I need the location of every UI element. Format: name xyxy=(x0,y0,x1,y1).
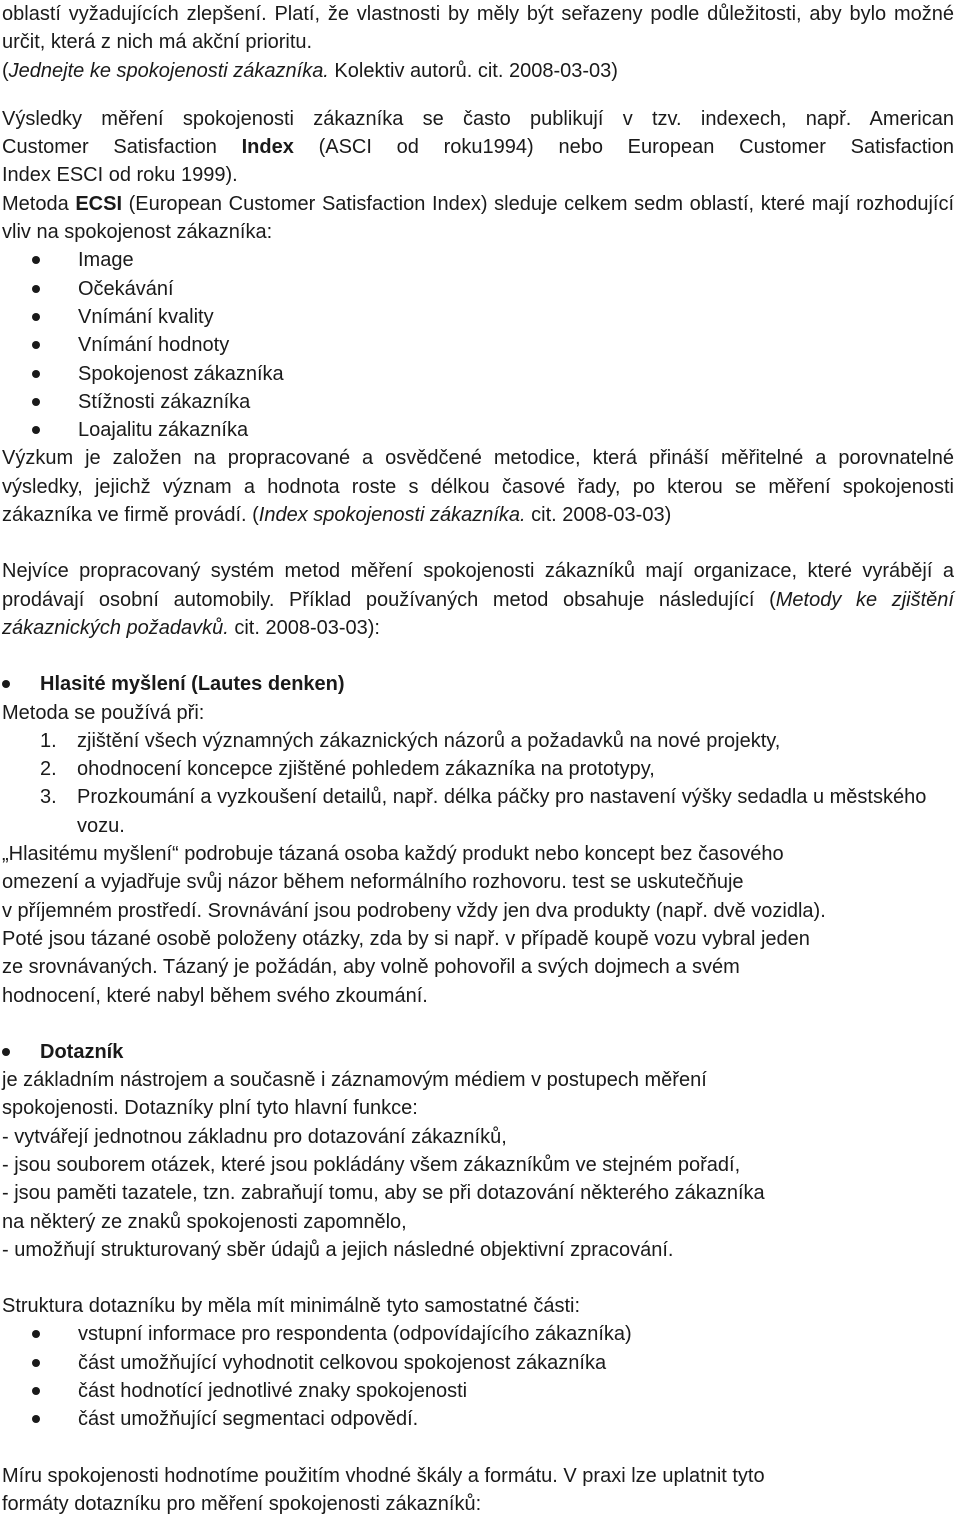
paragraph-ecsi xyxy=(2,190,954,247)
spacer xyxy=(2,1010,954,1038)
list-number: 1. xyxy=(40,729,57,752)
spacer xyxy=(2,1434,954,1462)
structure-list xyxy=(2,1320,954,1433)
think-aloud-line: ze srovnávaných. Tázaný je požádán, aby volně pohovořil a svých dojmech a svém xyxy=(2,956,740,979)
think-aloud-line: omezení a vyjadřuje svůj názor během neformálního rozhovoru. test se uskutečňuje xyxy=(2,871,744,894)
indexes-line-2 xyxy=(2,133,954,161)
ecsi-text-a: Metoda xyxy=(2,192,76,215)
ecsi-bold: ECSI xyxy=(75,192,123,215)
indexes-line-2b: (ASCI od roku1994) nebo European Customer Satisfaction xyxy=(293,136,954,159)
list-item xyxy=(40,755,954,783)
think-aloud-intro: Metoda se používá při: xyxy=(2,701,205,724)
automotive-cite-title: Metody ke zjištění zákaznických požadavků. xyxy=(2,588,954,639)
list-item: Vnímání kvality xyxy=(32,303,954,331)
research-cite-rest: cit. 2008-03-03) xyxy=(525,504,672,527)
closing-line: Míru spokojenosti hodnotíme použitím vhodné škály a formátu. V praxi lze uplatnit tyto xyxy=(2,1464,765,1487)
list-item xyxy=(40,783,954,840)
list-number: 2. xyxy=(40,758,57,781)
automotive-cite-rest: cit. 2008-03-03): xyxy=(228,616,380,639)
section-heading-think-aloud: Hlasité myšlení (Lautes denken) xyxy=(2,670,954,698)
spacer xyxy=(2,85,954,105)
cite-title: Jednejte ke spokojenosti zákazníka. xyxy=(8,59,329,82)
list-item: Spokojenost zákazníka xyxy=(32,360,954,388)
list-item: Image xyxy=(32,246,954,274)
indexes-line-2a: Customer Satisfaction xyxy=(2,136,242,159)
ecsi-list xyxy=(2,246,954,444)
spacer xyxy=(2,529,954,557)
think-aloud-line: hodnocení, které nabyl během svého zkoumání. xyxy=(2,984,428,1007)
indexes-line-1: Výsledky měření spokojenosti zákazníka se často publikují v tzv. indexech, např. American xyxy=(2,107,954,130)
structure-intro: Struktura dotazníku by měla mít minimálně tyto samostatné části: xyxy=(2,1295,581,1318)
paragraph-indexes xyxy=(2,105,954,190)
questionnaire-line: - jsou paměti tazatele, tzn. zabraňují tomu, aby se při dotazování některého zákazníka xyxy=(2,1182,765,1205)
research-text: Výzkum je založen na propracované a osvědčené metodice, která přináší měřitelné a porovnatelné výsledky, jejichž význam a hodnota roste s délkou časové řady, po kterou se měření spokojenosti zákazníka ve firmě provádí. ( xyxy=(2,447,954,527)
questionnaire-line: je základním nástrojem a současně i záznamovým médiem v postupech měření xyxy=(2,1069,707,1092)
paragraph-research xyxy=(2,444,954,529)
questionnaire-line: - jsou souborem otázek, které jsou pokládány všem zákazníkům ve stejném pořadí, xyxy=(2,1153,741,1176)
closing-line: formáty dotazníku pro měření spokojenosti zákazníků: xyxy=(2,1492,482,1515)
list-item: Loajalitu zákazníka xyxy=(32,416,954,444)
intro-text: oblastí vyžadujících zlepšení. Platí, že vlastnosti by měly být seřazeny podle důležitosti, aby bylo možné určit, která z nich má akční prioritu. xyxy=(2,3,954,54)
questionnaire-line: - umožňují strukturovaný sběr údajů a jejich následné objektivní zpracování. xyxy=(2,1238,674,1261)
think-aloud-line: v příjemném prostředí. Srovnávání jsou podrobeny vždy jen dva produkty (např. dvě vozidla). xyxy=(2,899,826,922)
think-aloud-line: „Hlasitému myšlení“ podrobuje tázaná osoba každý produkt nebo koncept bez časového xyxy=(2,843,784,866)
list-item: část hodnotící jednotlivé znaky spokojenosti xyxy=(32,1377,954,1405)
cite-open: ( xyxy=(2,59,9,82)
think-aloud-line: Poté jsou tázané osobě položeny otázky, zda by si např. v případě koupě vozu vybral jeden xyxy=(2,927,810,950)
list-text: Prozkoumání a vyzkoušení detailů, např. délka páčky pro nastavení výšky sedadla u městského vozu. xyxy=(77,786,927,837)
list-item: Očekávání xyxy=(32,275,954,303)
ecsi-text-b: (European Customer Satisfaction Index) sleduje celkem sedm oblastí, které mají rozhodující vliv na spokojenost zákazníka: xyxy=(2,192,954,244)
list-item xyxy=(40,727,954,755)
research-cite-title: Index spokojenosti zákazníka. xyxy=(258,504,526,527)
list-item: část umožňující segmentaci odpovědí. xyxy=(32,1405,954,1433)
section-heading-questionnaire: Dotazník xyxy=(2,1038,954,1066)
think-aloud-list xyxy=(2,727,954,840)
automotive-text: Nejvíce propracovaný systém metod měření spokojenosti zákazníků mají organizace, které vyrábějí a prodávají osobní automobily. Příklad používaných metod obsahuje následující ( xyxy=(2,560,954,611)
list-item: Vnímání hodnoty xyxy=(32,331,954,359)
spacer xyxy=(2,1264,954,1292)
questionnaire-line: spokojenosti. Dotazníky plní tyto hlavní funkce: xyxy=(2,1097,418,1120)
list-text: ohodnocení koncepce zjištěné pohledem zákazníka na prototypy, xyxy=(77,758,655,781)
list-item: část umožňující vyhodnotit celkovou spokojenost zákazníka xyxy=(32,1349,954,1377)
index-bold: Index xyxy=(241,136,294,159)
list-number: 3. xyxy=(40,786,57,809)
spacer xyxy=(2,642,954,670)
questionnaire-line: - vytvářejí jednotnou základnu pro dotazování zákazníků, xyxy=(2,1125,507,1148)
list-item: Stížnosti zákazníka xyxy=(32,388,954,416)
list-text: zjištění všech významných zákaznických názorů a požadavků na nové projekty, xyxy=(77,729,781,752)
cite-rest: Kolektiv autorů. cit. 2008-03-03) xyxy=(328,59,618,82)
paragraph-intro xyxy=(2,0,954,85)
paragraph-automotive xyxy=(2,557,954,642)
list-item: vstupní informace pro respondenta (odpovídajícího zákazníka) xyxy=(32,1320,954,1348)
questionnaire-line: na některý ze znaků spokojenosti zapomnělo, xyxy=(2,1210,407,1233)
indexes-line-3: Index ESCI od roku 1999). xyxy=(2,164,238,187)
